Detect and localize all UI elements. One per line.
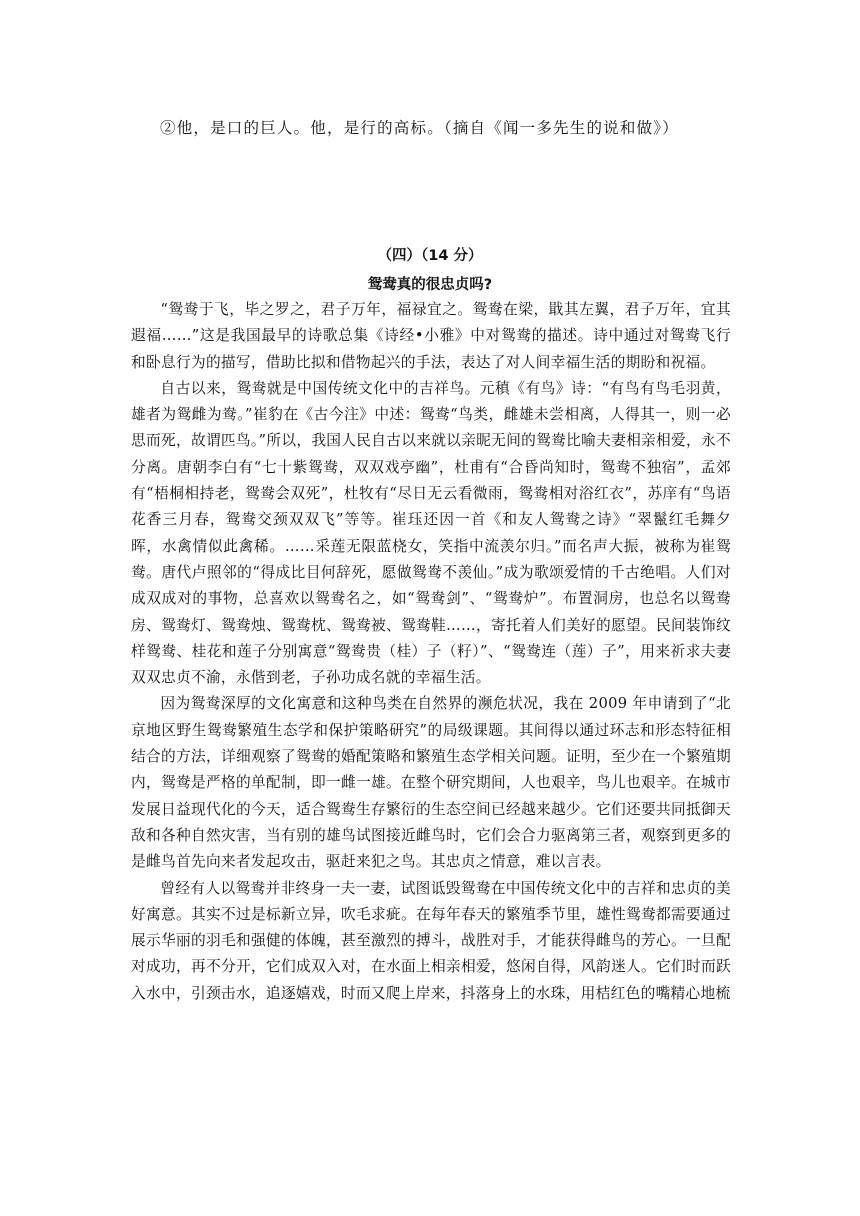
paragraph: 因为鸳鸯深厚的文化寓意和这种鸟类在自然界的濒危状况，我在 2009 年申请到了“北京地区野生鸳鸯繁殖生态学和保护策略研究”的局级课题。其间得以通过环志和形态特征相结合的方法，详细观察了鸳鸯的婚配策略和繁殖生态学相关问题。证明，至少在一个繁殖期内，鸳鸯是严格的单配制，即一雌一雄。在整个研究期间，人也艰辛，鸟儿也艰辛。在城市发展日益现代化的今天，适合鸳鸯生存繁衍的生态空间已经越来越少。它们还要共同抵御天敌和各种自然灾害，当有别的雄鸟试图接近雌鸟时，它们会合力驱离第三者，观察到更多的是雌鸟首先向来者发起攻击，驱赶来犯之鸟。其忠贞之情意，难以言表。	[131, 695, 731, 871]
article-body	[131, 297, 731, 1007]
section-heading: （四）（14 分）	[377, 248, 483, 264]
paragraph: 自古以来，鸳鸯就是中国传统文化中的吉祥鸟。元稹《有鸟》诗：“有鸟有鸟毛羽黄，雄者为鸳雌为鸯。”崔豹在《古今注》中述：鸳鸯“鸟类，雌雄未尝相离，人得其一，则一必思而死，故谓匹鸟。”所以，我国人民自古以来就以亲昵无间的鸳鸯比喻夫妻相亲相爱，永不分离。唐朝李白有“七十紫鸳鸯，双双戏亭幽”，杜甫有“合昏尚知时，鸳鸯不独宿”，孟郊有“梧桐相持老，鸳鸯会双死”，杜牧有“尽日无云看微雨，鸳鸯相对浴红衣”，苏庠有“鸟语花香三月春，鸳鸯交颈双双飞”等等。崔珏还因一首《和友人鸳鸯之诗》“翠鬣红毛舞夕晖，水禽情似此禽稀。……采莲无限蓝桡女，笑指中流羡尔归。”而名声大振，被称为崔鸳鸯。唐代卢照邻的“得成比目何辞死，愿做鸳鸯不羡仙。”成为歌颂爱情的千古绝唱。人们对成双成对的事物，总喜欢以鸳鸯名之，如“鸳鸯剑”、“鸳鸯炉”。布置洞房，也总名以鸳鸯房、鸳鸯灯、鸳鸯烛、鸳鸯枕、鸳鸯被、鸳鸯鞋……，寄托着人们美好的愿望。民间装饰纹样鸳鸯、桂花和莲子分别寓意“鸳鸯贵（桂）子（籽）”、“鸳鸯连（莲）子”，用来祈求夫妻双双忠贞不渝，永偕到老，子孙功成名就的幸福生活。	[131, 379, 731, 687]
quote-line: ②他，是口的巨人。他，是行的高标。（摘自《闻一多先生的说和做》）	[160, 119, 679, 137]
paragraph: “鸳鸯于飞，毕之罗之，君子万年，福禄宜之。鸳鸯在梁，戢其左翼，君子万年，宜其遐福……”这是我国最早的诗歌总集《诗经•小雅》中对鸳鸯的描述。诗中通过对鸳鸯飞行和卧息行为的描写，借助比拟和借物起兴的手法，表达了对人间幸福生活的期盼和祝福。	[131, 301, 731, 371]
paragraph: 曾经有人以鸳鸯并非终身一夫一妻，试图诋毁鸳鸯在中国传统文化中的吉祥和忠贞的美好寓意。其实不过是标新立异，吹毛求疵。在每年春天的繁殖季节里，雄性鸳鸯都需要通过展示华丽的羽毛和强健的体魄，甚至激烈的搏斗，战胜对手，才能获得雌鸟的芳心。一旦配对成功，再不分开，它们成双入对，在水面上相亲相爱，悠闲自得，风韵迷人。它们时而跃入水中，引颈击水，追逐嬉戏，时而又爬上岸来，抖落身上的水珠，用桔红色的嘴精心地梳	[131, 879, 731, 1002]
article-title: 鸳鸯真的很忠贞吗?	[367, 277, 493, 293]
